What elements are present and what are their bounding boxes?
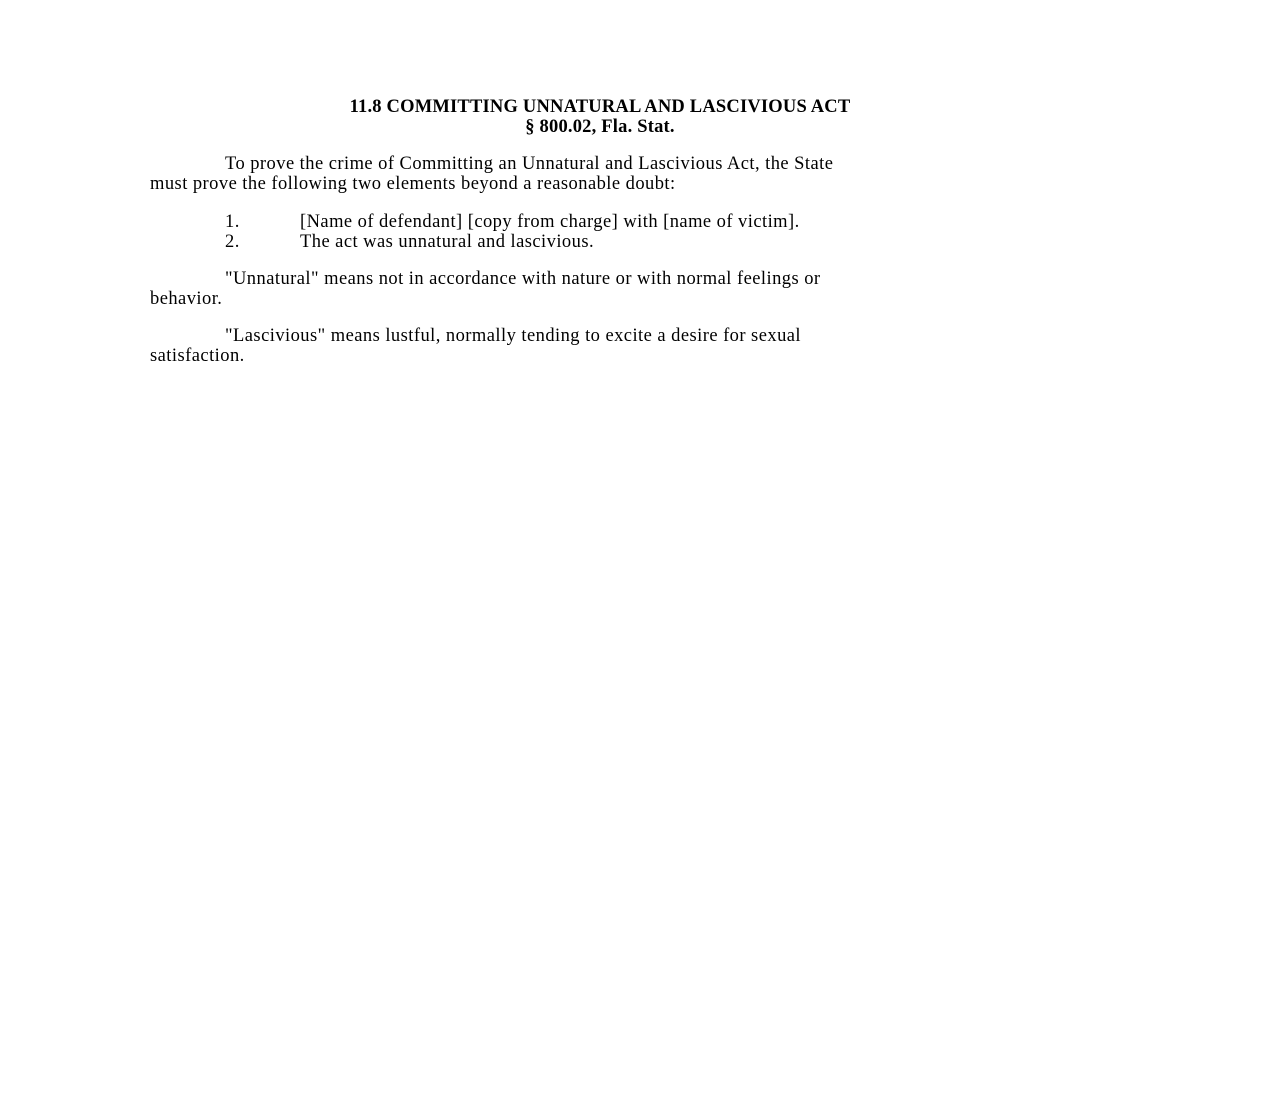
elements-list	[150, 212, 1050, 252]
lascivious-definition	[150, 327, 1050, 366]
list-item-text: [Name of defendant] [copy from charge] with [name of victim].	[300, 212, 800, 232]
lascivious-line-1: "Lascivious" means lustful, normally tending to excite a desire for sexual	[225, 326, 802, 346]
heading-block	[150, 98, 1050, 137]
unnatural-definition	[150, 270, 1050, 309]
list-item-text: The act was unnatural and lascivious.	[300, 232, 595, 252]
intro-paragraph	[150, 155, 1050, 194]
list-item	[150, 212, 1050, 232]
list-item-number: 1.	[225, 212, 240, 232]
intro-line-1: To prove the crime of Committing an Unnatural and Lascivious Act, the State	[225, 154, 834, 174]
document-title: 11.8 COMMITTING UNNATURAL AND LASCIVIOUS ACT	[349, 97, 851, 117]
list-item	[150, 232, 1050, 252]
intro-line-2: must prove the following two elements beyond a reasonable doubt:	[150, 173, 676, 194]
statute-citation: § 800.02, Fla. Stat.	[525, 116, 675, 137]
document-page	[150, 98, 1050, 366]
unnatural-line-1: "Unnatural" means not in accordance with nature or with normal feelings or	[225, 269, 821, 289]
lascivious-line-2: satisfaction.	[150, 345, 245, 366]
unnatural-line-2: behavior.	[150, 288, 223, 309]
list-item-number: 2.	[225, 232, 240, 252]
